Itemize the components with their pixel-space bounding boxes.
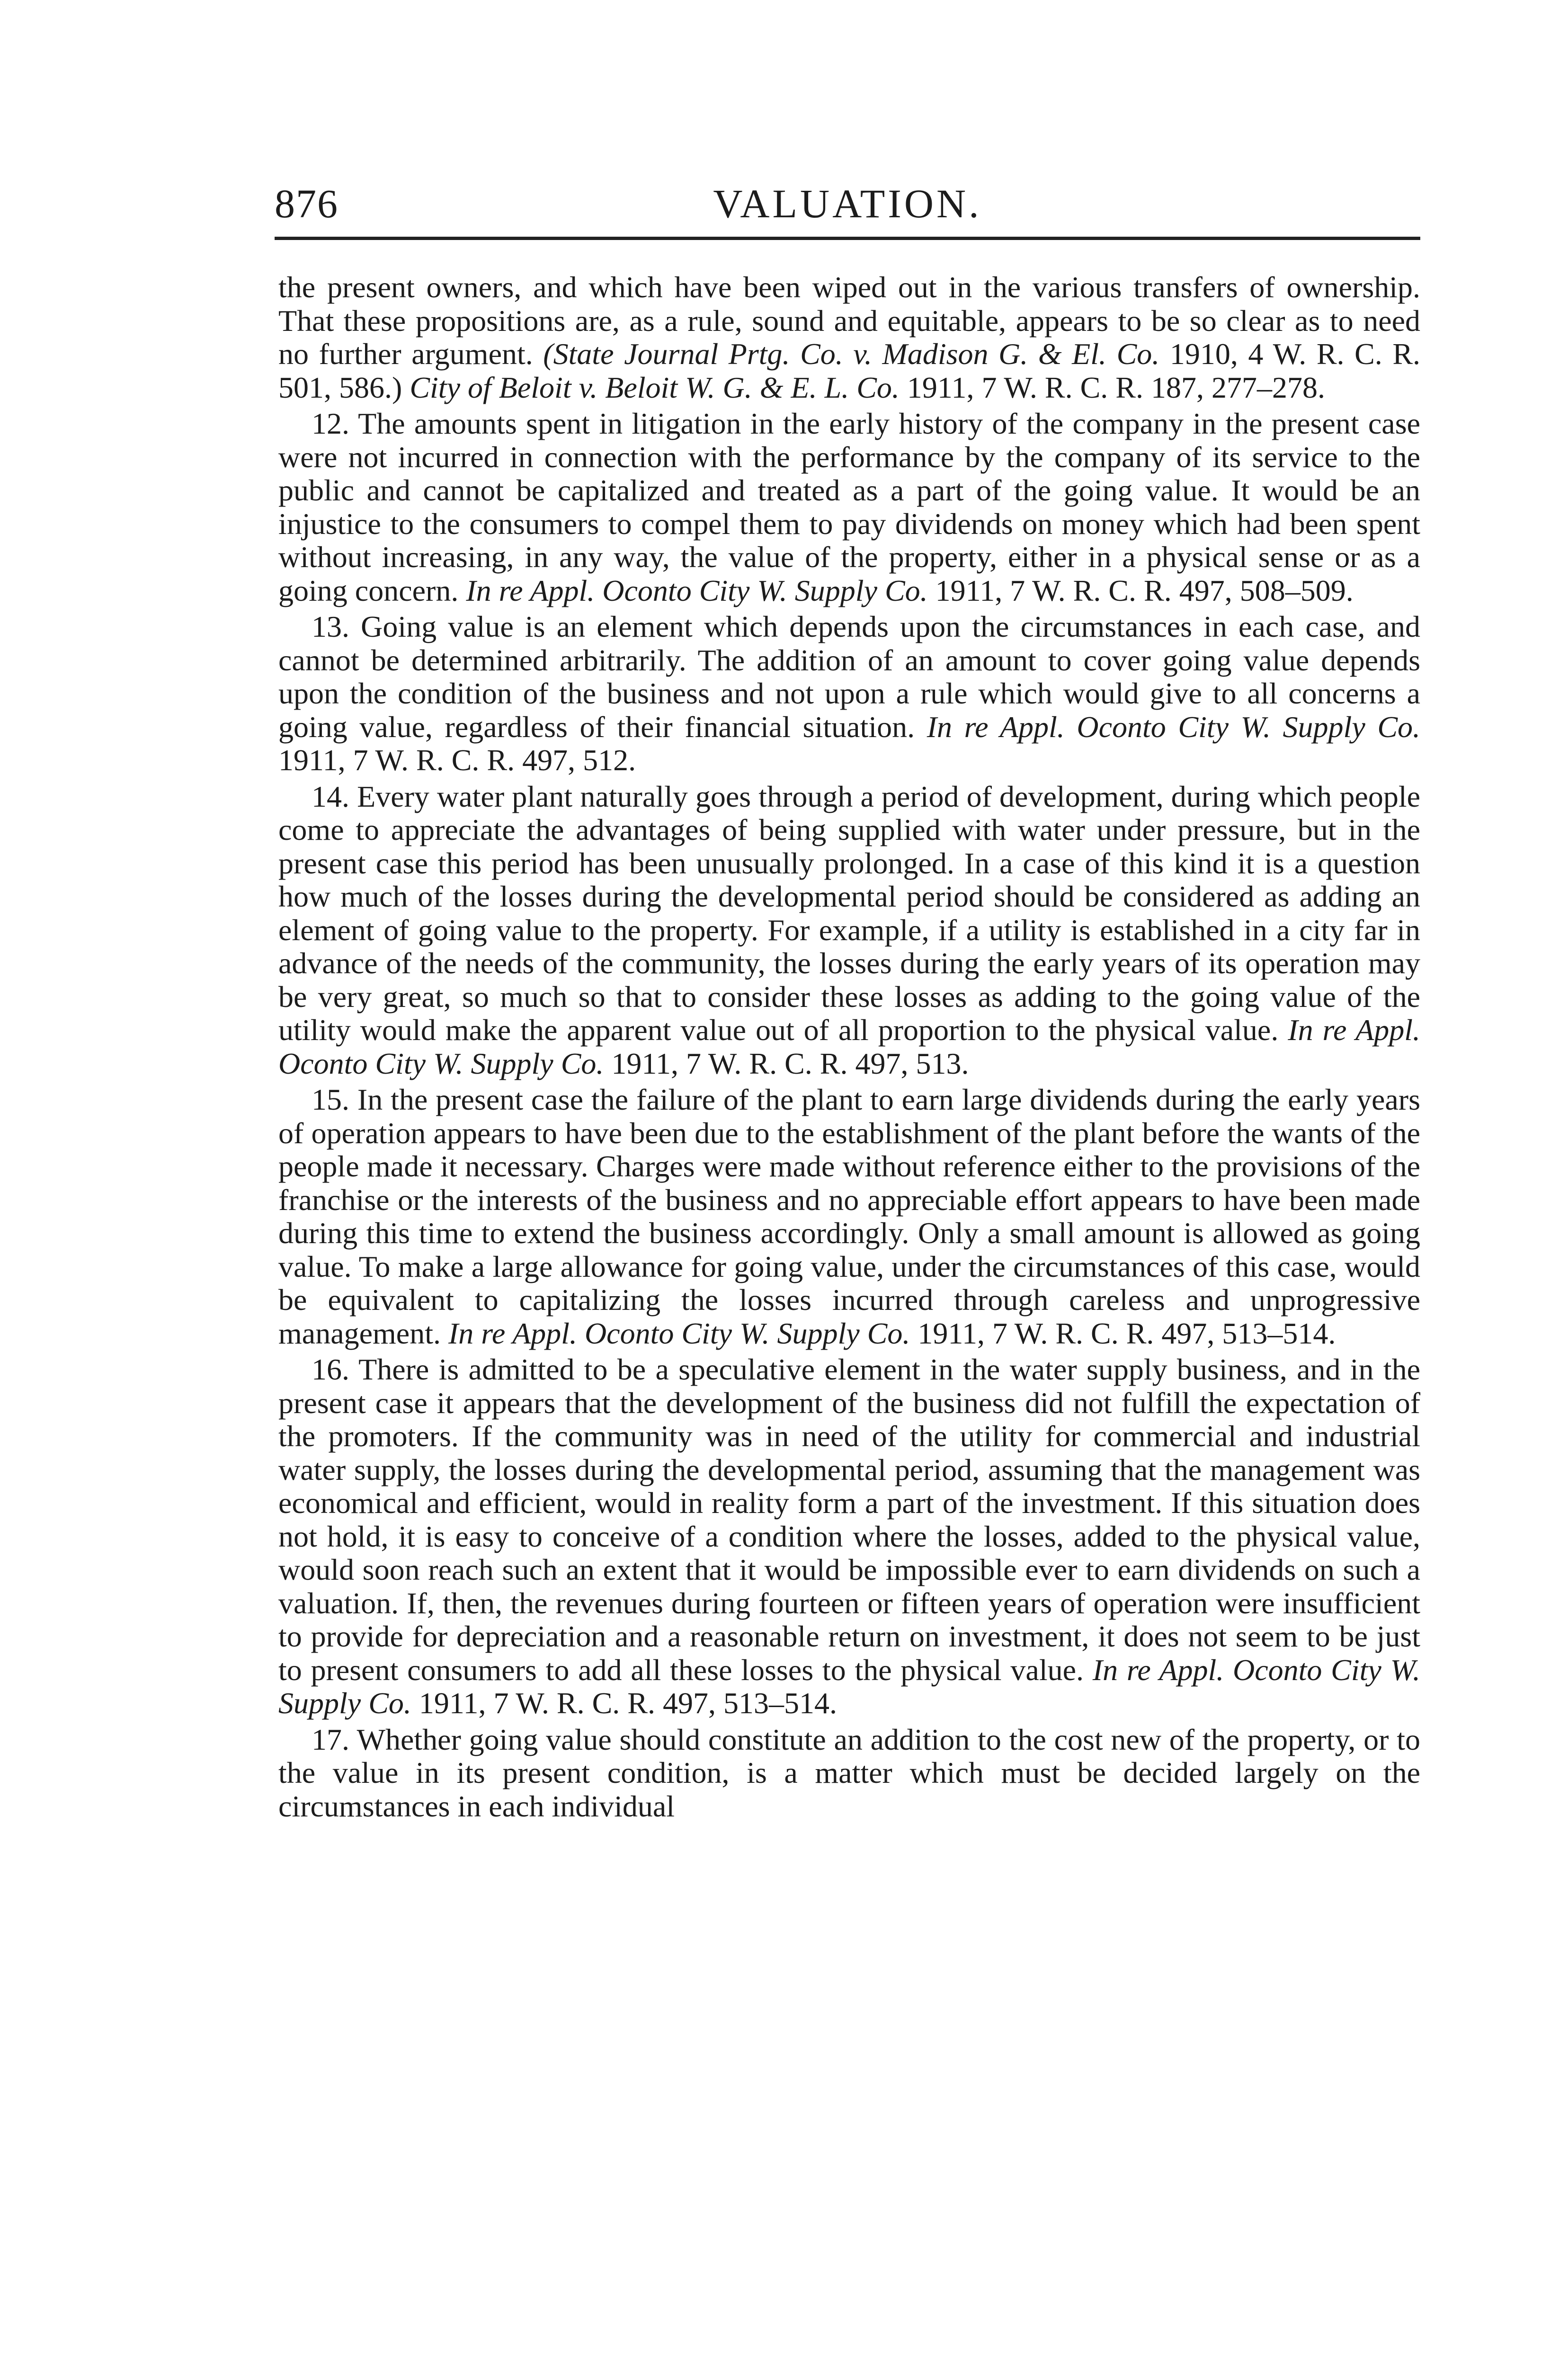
case-citation: City of Beloit v. Beloit W. G. & E. L. Co. bbox=[410, 370, 900, 404]
paragraph-14: 14. Every water plant naturally goes through a period of development, during which people come to appreciate the advantages of being supplied with water under pressure, but in the present case this period has been unusually prolonged. In a case of this kind it is a question how much of the losses during the developmental period should be considered as adding an element of going value to the property. For example, if a utility is established in a city far in advance of the needs of the community, the losses during the early years of its operation may be very great, so much so that to consider these losses as adding to the going value of the utility would make the apparent value out of all proportion to the physical value. In re Appl. Oconto City W. Supply Co. 1911, 7 W. R. C. R. 497, 513. bbox=[278, 779, 1421, 1080]
paragraph-13: 13. Going value is an element which depends upon the circumstances in each case, and cannot be determined arbitrarily. The addition of an amount to cover going value depends upon the condition of the business and not upon a rule which would give to all concerns a going value, regardless of their financial situation. In re Appl. Oconto City W. Supply Co. 1911, 7 W. R. C. R. 497, 512. bbox=[278, 610, 1420, 777]
page-number: 876 bbox=[275, 181, 339, 226]
paragraph-16: 16. There is admitted to be a speculative element in the water supply business, and in the present case it appears that the development of the business did not fulfill the expectation of the promoters. If the community was in need of the utility for commercial and industrial water supply, the losses during the developmental period, assuming that the management was economical and efficient, would in reality form a part of the investment. If this situation does not hold, it is easy to conceive of a condition where the losses, added to the physical value, would soon reach such an extent that it would be impossible ever to earn dividends on such a valuation. If, then, the revenues during fourteen or fifteen years of operation were insufficient to provide for depreciation and a reasonable return on investment, it does not seem to be just to present consumers to add all these losses to the physical value. In re Appl. Oconto City W. Supply Co. 1911, 7 W. R. C. R. 497, 513–514. bbox=[278, 1353, 1421, 1720]
reporter-reference: 1910, 4 W. R. C. R. 501, 586.) bbox=[278, 337, 1420, 404]
reporter-reference: 1911, 7 W. R. C. R. 497, 512. bbox=[278, 743, 636, 777]
reporter-reference: 1911, 7 W. R. C. R. 497, 513–514. bbox=[910, 1316, 1336, 1350]
reporter-reference: 1911, 7 W. R. C. R. 497, 513–514. bbox=[411, 1686, 837, 1720]
case-citation: In re Appl. Oconto City W. Supply Co. bbox=[278, 1653, 1421, 1720]
case-citation: In re Appl. Oconto City W. Supply Co. bbox=[927, 710, 1420, 744]
paragraph-continuation: the present owners, and which have been wiped out in the various transfers of ownership. That these propositions are, as a rule, sound and equitable, appears to be so clear as to need no further argument. (State Journal Prtg. Co. v. Madison G. & El. Co. 1910, 4 W. R. C. R. 501, 586.) City of Beloit v. Beloit W. G. & E. L. Co. 1911, 7 W. R. C. R. 187, 277–278. bbox=[278, 270, 1420, 404]
header-rule bbox=[275, 237, 1420, 240]
reporter-reference: 1911, 7 W. R. C. R. 497, 508–509. bbox=[927, 573, 1354, 607]
case-citation: In re Appl. Oconto City W. Supply Co. bbox=[278, 1013, 1421, 1080]
paragraph-17: 17. Whether going value should constitute an addition to the cost new of the property, or to the value in its present condition, is a matter which must be decided largely on the circumstances in each individual bbox=[278, 1722, 1420, 1823]
body-text bbox=[278, 271, 1420, 1826]
paragraph-12: 12. The amounts spent in litigation in the early history of the company in the present case were not incurred in connection with the performance by the company of its service to the public and cannot be capitalized and treated as a part of the going value. It would be an injustice to the consumers to compel them to pay dividends on money which had been spent without increasing, in any way, the value of the property, either in a physical sense or as a going concern. In re Appl. Oconto City W. Supply Co. 1911, 7 W. R. C. R. 497, 508–509. bbox=[278, 407, 1420, 607]
case-citation: In re Appl. Oconto City W. Supply Co. bbox=[466, 573, 928, 607]
running-head: VALUATION. bbox=[713, 181, 982, 226]
reporter-reference: 1911, 7 W. R. C. R. 187, 277–278. bbox=[899, 370, 1325, 404]
paragraph-15: 15. In the present case the failure of the plant to earn large dividends during the early years of operation appears to have been due to the establishment of the plant before the wants of the people made it necessary. Charges were made without reference either to the provisions of the franchise or the interests of the business and no appreciable effort appears to have been made during this time to extend the business accordingly. Only a small amount is allowed as going value. To make a large allowance for going value, under the circumstances of this case, would be equivalent to capitalizing the losses incurred through careless and unprogressive management. In re Appl. Oconto City W. Supply Co. 1911, 7 W. R. C. R. 497, 513–514. bbox=[278, 1083, 1420, 1350]
case-citation: In re Appl. Oconto City W. Supply Co. bbox=[448, 1316, 910, 1350]
reporter-reference: 1911, 7 W. R. C. R. 497, 513. bbox=[604, 1046, 969, 1080]
case-citation: (State Journal Prtg. Co. v. Madison G. & El. Co. bbox=[543, 337, 1160, 371]
page-header bbox=[275, 170, 1420, 241]
